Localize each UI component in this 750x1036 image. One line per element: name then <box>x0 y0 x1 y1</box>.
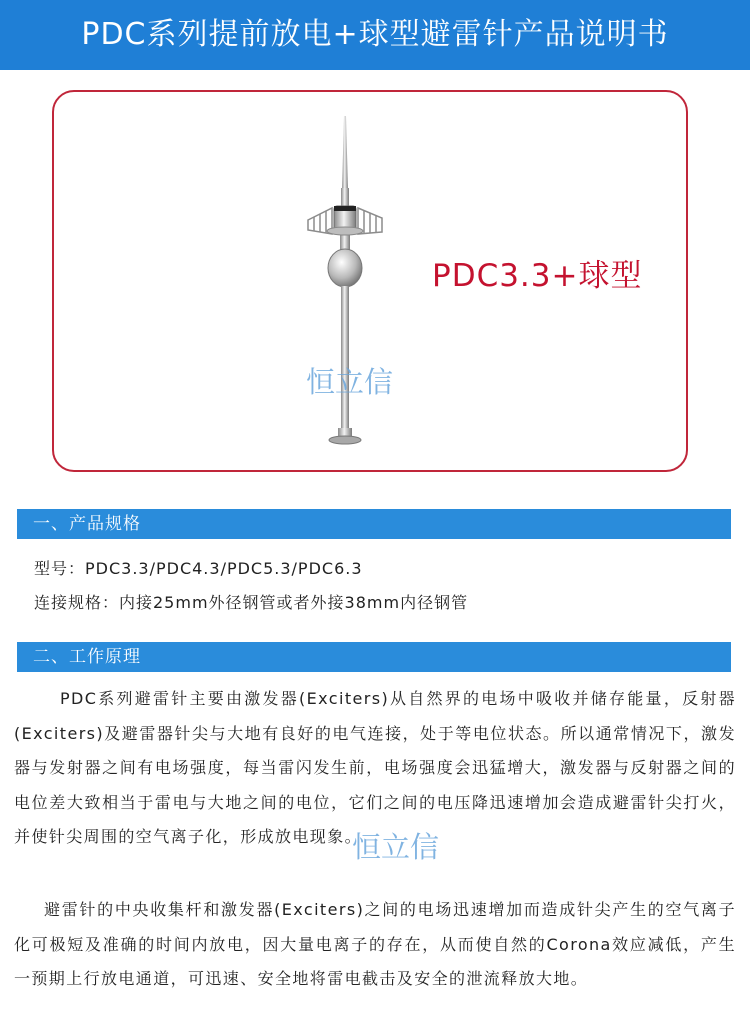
lightning-rod-image <box>290 110 420 455</box>
section-header-specs <box>17 509 731 539</box>
section-title: 一、产品规格 <box>33 514 141 534</box>
watermark: 恒立信 <box>352 830 440 864</box>
section-header-principle <box>17 642 731 672</box>
spec-model: 型号：PDC3.3/PDC4.3/PDC5.3/PDC6.3 <box>34 559 363 578</box>
rod-tip <box>342 116 348 190</box>
ball-exciter <box>328 249 362 287</box>
title-banner <box>0 0 750 70</box>
spec-connection: 连接规格：内接25mm外径钢管或者外接38mm内径钢管 <box>34 593 469 612</box>
principle-paragraph: 避雷针的中央收集杆和激发器(Exciters)之间的电场迅速增加而造成针尖产生的空气离子化可极短及准确的时间内放电，因大量电离子的存在，从而使自然的Corona效应减低，产生一预期上行放电通道，可迅速、安全地将雷电截击及安全的泄流释放大地。 <box>14 900 736 988</box>
section-title: 二、工作原理 <box>33 647 141 667</box>
page-title: PDC系列提前放电+球型避雷针产品说明书 <box>81 17 669 52</box>
product-model-label: PDC3.3+球型 <box>432 258 643 294</box>
watermark: 恒立信 <box>306 365 394 399</box>
principle-paragraph: PDC系列避雷针主要由激发器(Exciters)从自然界的电场中吸收并储存能量，反射器(Exciters)及避雷器针尖与大地有良好的电气连接，处于等电位状态。所以通常情况下，激发器与发射器之间有电场强度，每当雷闪发生前，电场强度会迅猛增大，激发器与反射器之间的电位差大致相当于雷电与大地之间的电位，它们之间的电压降迅速增加会造成避雷针尖打火，并使针尖周围的空气离子化，形成放电现象。 <box>14 689 736 846</box>
